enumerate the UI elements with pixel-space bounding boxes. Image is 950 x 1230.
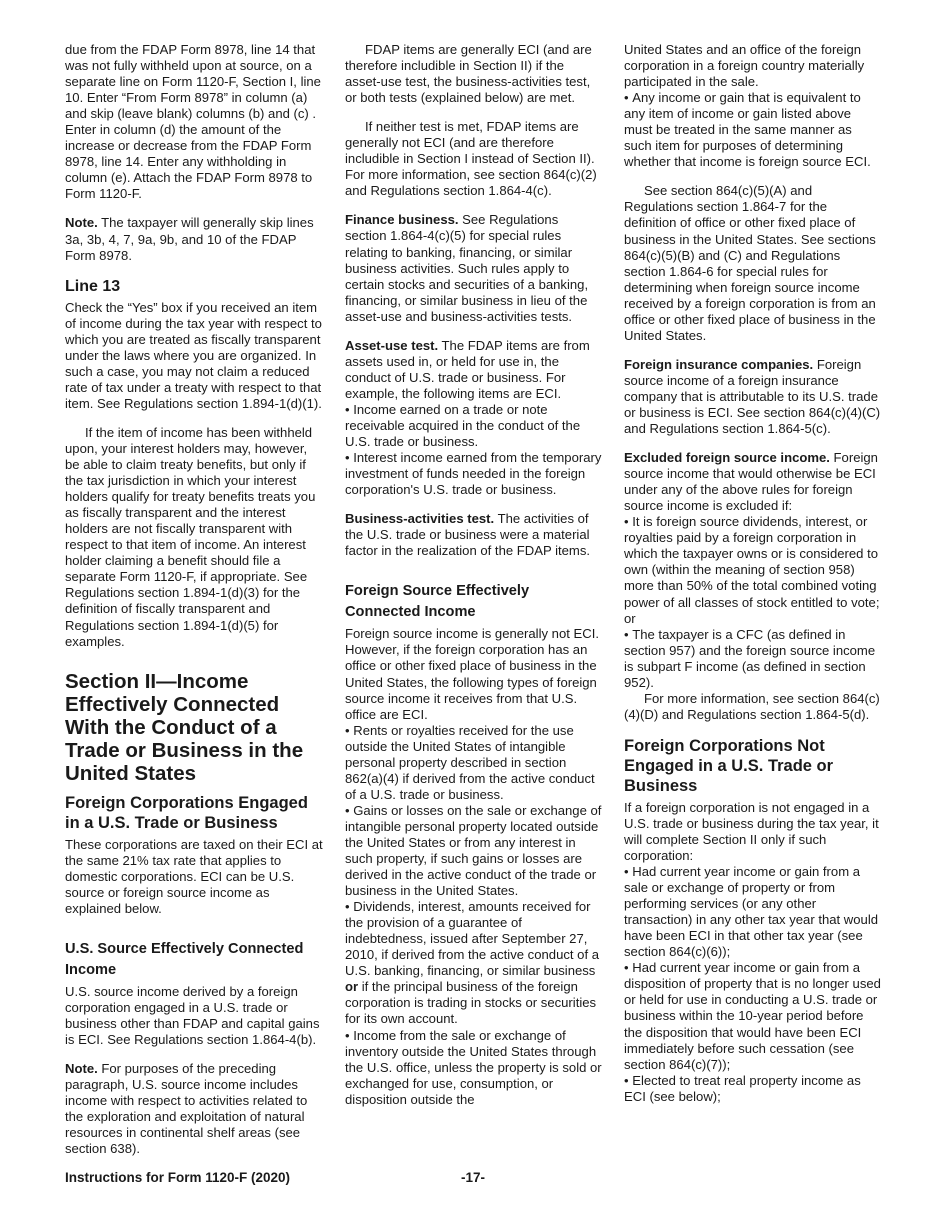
- us-source-paragraph: U.S. source income derived by a foreign corporation engaged in a U.S. trade or business other than FDAP and capital gains is ECI. See Regulations section 1.864-4(b).: [65, 983, 320, 1047]
- column-left: [65, 42, 323, 1170]
- page-number: -17-: [461, 1170, 486, 1185]
- note-label-2: Note.: [65, 1061, 98, 1077]
- business-activities-label: Business-activities test.: [345, 511, 495, 527]
- neither-test-paragraph: If neither test is met, FDAP items are generally not ECI (and are therefore includible in Section I instead of Section II). For more information, see section 864(c)(2) and Regulations section 1.864-4(c).: [345, 119, 597, 199]
- fdap-paragraph: due from the FDAP Form 8978, line 14 that was not fully withheld upon at source, on a separate line on Form 1120-F, Section I, line 10. Enter “From Form 8978” in column (a) and skip (leave blank) columns (b) and (c) . Enter in column (d) the amount of the increase or decrease from the FDAP Form 8978, line 14. Enter any withholding in column (e). Attach the FDAP Form 8978 to Form 1120-F.: [65, 42, 321, 202]
- asset-use-paragraph: [345, 338, 603, 402]
- business-activities-paragraph: [345, 511, 603, 559]
- line-13-paragraph: Check the “Yes” box if you received an item of income during the tax year with respect to which you are treated as fiscally transparent under the laws where you are organized. In such a case, you may not claim a reduced rate of tax under a treaty with respect to that item. See Regulations section 1.894-1(d)(1).: [65, 299, 322, 411]
- finance-business-paragraph: [345, 212, 603, 324]
- excluded-label: Excluded foreign source income.: [624, 450, 830, 466]
- foreign-source-bullet: • Income from the sale or exchange of inventory outside the United States through the U.S. office, unless the property is sold or exchanged for use, consumption, or disposition outside the: [345, 1028, 603, 1108]
- more-info-paragraph: For more information, see section 864(c)(4)(D) and Regulations section 1.864-5(d).: [624, 690, 880, 722]
- line-13-paragraph-2: If the item of income has been withheld upon, your interest holders may, however, be able to claim treaty benefits, but only if the tax jurisdiction in which your interest holders qualify for treaty benefits treats you as fiscally transparent and the interest holders are not fiscally transparent with respect to that item of income. An interest holder claiming a benefit should file a separate Form 1120-F, if appropriate. See Regulations section 1.894-1(d)(3) for the definition of fiscally transparent and Regulations section 1.894-1(d)(5) for examples.: [65, 424, 316, 649]
- asset-use-label: Asset-use test.: [345, 337, 439, 353]
- asset-use-bullet: • Income earned on a trade or note receivable acquired in the conduct of the U.S. trade or business.: [345, 402, 603, 450]
- asset-use-bullet: • Interest income earned from the temporary investment of funds needed in the foreign corporation's U.S. trade or business.: [345, 450, 603, 498]
- not-engaged-heading: Foreign Corporations Not Engaged in a U.S. Trade or Business: [624, 736, 834, 795]
- note-paragraph-2: [65, 1061, 323, 1157]
- engaged-heading: Foreign Corporations Engaged in a U.S. Trade or Business: [65, 793, 308, 832]
- business-activities-text: The activities of the U.S. trade or business were a material factor in the realization of the FDAP items.: [345, 511, 591, 559]
- column-middle: [345, 42, 603, 1108]
- not-engaged-paragraph: If a foreign corporation is not engaged in a U.S. trade or business during the tax year, it will complete Section II only if such corporation:: [624, 799, 879, 864]
- not-engaged-bullet: • Had current year income or gain from a sale or exchange of property or from performing services (or any other transaction) in any other tax year that would have been ECI in that other tax year (see section 864(c)(6));: [624, 864, 882, 960]
- bullet-emphasis: or: [345, 979, 359, 995]
- foreign-source-bullet: • Gains or losses on the sale or exchange of intangible personal property located outside the United States or from any interest in such property, if such gains or losses are derived in the active conduct of the trade or business in the United States.: [345, 803, 603, 899]
- insurance-text: Foreign source income of a foreign insurance company that is attributable to its U.S. trade or business is ECI. See section 864(c)(4)(C) and Regulations section 1.864-5(c).: [624, 356, 881, 437]
- engaged-paragraph: These corporations are taxed on their ECI at the same 21% tax rate that applies to domestic corporations. ECI can be U.S. source or foreign source income as explained below.: [65, 836, 323, 916]
- foreign-source-paragraph: Foreign source income is generally not ECI. However, if the foreign corporation has an office or other fixed place of business in the United States, the following types of foreign source income it receives from that U.S. office are ECI.: [345, 626, 599, 722]
- fixed-place-paragraph: See section 864(c)(5)(A) and Regulations section 1.864-7 for the definition of office or other fixed place of business in the United States. See sections 864(c)(5)(B) and (C) and Regulations section 1.864-6 for special rules for determining when foreign source income received by a foreign corporation is from an office or other fixed place of business in the United States.: [624, 183, 876, 343]
- excluded-bullet: • The taxpayer is a CFC (as defined in section 957) and the foreign source income is subpart F income (as defined in section 952).: [624, 627, 882, 691]
- equivalent-income-bullet: • Any income or gain that is equivalent to any item of income or gain listed above must be treated in the same manner as such item for purposes of determining whether that income is foreign source ECI.: [624, 90, 882, 170]
- note-label: Note.: [65, 215, 98, 231]
- us-source-heading: U.S. Source Effectively Connected Income: [65, 940, 304, 978]
- excluded-text: Foreign source income that would otherwise be ECI under any of the above rules for foreign source income is excluded if:: [624, 450, 878, 514]
- excluded-paragraph: [624, 450, 882, 514]
- finance-business-text: See Regulations section 1.864-4(c)(5) for special rules relating to banking, financing, or similar business activities. Such rules apply to certain stocks and securities of a banking, financing, or similar business in lieu of the asset-use and business-activities tests.: [345, 212, 589, 324]
- bullet-text: Dividends, interest, amounts received for the provision of a guarantee of indebtedness, issued after September 27, 2010, if derived from the active conduct of a U.S. banking, financing, or similar business: [345, 899, 600, 979]
- asset-use-text: The FDAP items are from assets used in, or held for use in, the conduct of U.S. trade or business. For example, the following items are ECI.: [345, 337, 590, 401]
- finance-business-label: Finance business.: [345, 212, 459, 228]
- foreign-source-heading: Foreign Source Effectively Connected Income: [345, 583, 530, 621]
- foreign-source-bullet: • Rents or royalties received for the use outside the United States of intangible personal property described in section 862(a)(4) if derived from the active conduct of a U.S. trade or business.: [345, 723, 603, 803]
- fdap-eci-paragraph: FDAP items are generally ECI (and are therefore includible in Section II) if the asset-use test, the business-activities test, or both tests (explained below) are met.: [345, 42, 592, 106]
- bullet-text: if the principal business of the foreign corporation is trading in stocks or securities for its own account.: [345, 979, 597, 1027]
- column-right: [624, 42, 882, 1105]
- foreign-source-bullet: [345, 899, 603, 1027]
- note-text: The taxpayer will generally skip lines 3a, 3b, 4, 7, 9a, 9b, and 10 of the FDAP Form 8978.: [65, 215, 314, 263]
- section-ii-heading: Section II—Income Effectively Connected With the Conduct of a Trade or Business in the United States: [65, 669, 304, 785]
- insurance-label: Foreign insurance companies.: [624, 356, 814, 372]
- note-text-2: For purposes of the preceding paragraph, U.S. source income includes income with respect to activities related to the exploration and exploitation of natural resources in continental shelf areas (see section 638).: [65, 1061, 308, 1157]
- continued-paragraph: United States and an office of the foreign corporation in a foreign country materially participated in the sale.: [624, 42, 865, 90]
- not-engaged-bullet: • Elected to treat real property income as ECI (see below);: [624, 1073, 882, 1105]
- excluded-bullet: • It is foreign source dividends, interest, or royalties paid by a foreign corporation in which the taxpayer owns or is considered to own (within the meaning of section 958) more than 50% of the total combined voting power of all classes of stock entitled to vote; or: [624, 514, 882, 626]
- note-paragraph: [65, 215, 323, 263]
- insurance-paragraph: [624, 357, 882, 437]
- footer-title: Instructions for Form 1120-F (2020): [65, 1170, 291, 1185]
- line-13-heading: Line 13: [65, 277, 121, 295]
- not-engaged-bullet: • Had current year income or gain from a disposition of property that is no longer used or held for use in conducting a U.S. trade or business within the 10-year period before the disposition that would have been ECI immediately before such cessation (see section 864(c)(7));: [624, 960, 882, 1072]
